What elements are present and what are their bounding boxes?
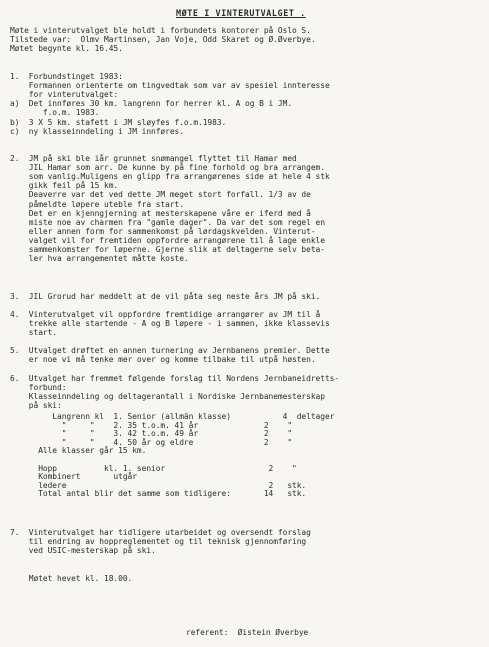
section-1-line: f.o.m. 1983. bbox=[10, 108, 100, 118]
section-2-line: 2. JM på ski ble iår grunnet snømangel flyttet til Hamar med bbox=[10, 154, 297, 163]
document-title: MØTE I VINTERUTVALGET . bbox=[176, 8, 306, 18]
section-1-line: for vinterutvalget: bbox=[10, 90, 119, 100]
class-table-row: Kombinert utgår bbox=[10, 472, 137, 482]
signature-line: referent: Øistein Øverbye bbox=[186, 628, 309, 637]
class-table-row: Total antal blir det samme som tidligere: 14 stk. bbox=[10, 489, 307, 499]
section-7-line: 7. Vinterutvalget har tidligere utarbeidet og oversendt forslag bbox=[10, 528, 311, 537]
class-table-row: " " 2. 35 t.o.m. 41 år 2 " bbox=[10, 420, 293, 430]
class-table-row: " " 3. 42 t.o.m. 49 år 2 " bbox=[10, 429, 293, 439]
section-1-line: b) 3 X 5 km. stafett i JM sløyfes f.o.m.1983. bbox=[10, 117, 227, 127]
section-7-line: til endring av hoppreglementet og til teknisk gjennomføring bbox=[10, 537, 307, 547]
section-6-line: på ski: bbox=[10, 401, 62, 411]
section-6-line: forbund: bbox=[10, 383, 67, 393]
section-1-line: Formannen orienterte om tingvedtak som var av spesiel innteresse bbox=[10, 81, 330, 91]
section-4-line: trekke alle startende - A og B løpere - i sammen, ikke klassevis bbox=[10, 319, 330, 329]
section-1-line: c) ny klasseinndeling i JM innføres. bbox=[10, 126, 184, 136]
section-4-line: 4. Vinterutvalget vil oppfordre fremtidige arrangører av JM til å bbox=[10, 310, 321, 319]
intro-line: Møtet begynte kl. 16.45. bbox=[10, 44, 123, 54]
section-2-line: Det er en kjenngjerning at mesterskapene våre er iferd med å bbox=[10, 208, 311, 218]
section-1-line: a) Det innføres 30 km. langrenn for herrer kl. A og B i JM. bbox=[10, 99, 293, 109]
closing-line: Møtet hevet kl. 18.00. bbox=[10, 574, 133, 583]
class-table-row: Alle klasser går 15 km. bbox=[10, 446, 147, 456]
section-6-line: 6. Utvalget har fremmet følgende forslag til Nordens Jernbaneidretts- bbox=[10, 374, 340, 383]
section-5-line: 5. Utvalget drøftet en annen turnering av Jernbanens premier. Dette bbox=[10, 346, 330, 355]
section-2-line: som vanlig.Muligens en glipp fra arrangørenes side at hele 4 stk bbox=[10, 172, 330, 182]
section-2-line: valget vil for fremtiden oppfordre arrangørene til å lage enkle bbox=[10, 235, 325, 245]
section-6-line: Klasseinndeling og deltagerantall i Nordiske Jernbanemesterskap bbox=[10, 392, 325, 402]
section-1-line: 1. Forbundstinget 1983: bbox=[10, 72, 123, 81]
section-4-line: start. bbox=[10, 328, 58, 338]
class-table-row: ledere 2 stk. bbox=[10, 480, 307, 490]
section-7-line: ved USIC-mesterskap på ski. bbox=[10, 546, 156, 556]
class-table-row: Langrenn kl 1. Senior (allmän klasse) 4 deltager bbox=[10, 412, 335, 421]
class-table-row: Hopp kl. 1. senior 2 " bbox=[10, 463, 297, 473]
section-2-line: Deaverre var det ved dette JM meget stort forfall. 1/3 av de bbox=[10, 190, 311, 200]
section-2-line: ler hva arrangementet måtte koste. bbox=[10, 254, 189, 264]
section-2-line: påmeldte løpere uteble fra start. bbox=[10, 199, 184, 209]
section-3-line: 3. JIL Grorud har meddelt at de vil påta seg neste års JM på ski. bbox=[10, 292, 321, 301]
section-2-line: sammenkomster for løperne. Gjerne slik at deltagerne selv beta- bbox=[10, 245, 325, 254]
class-table-row: " " 4. 50 år og eldre 2 " bbox=[10, 437, 293, 447]
intro-line: Møte i vinterutvalget ble holdt i forbundets kontorer på Oslo S. bbox=[10, 26, 311, 35]
intro-line: Tilstede var: Olmv Martinsen, Jan Voje, Odd Skaret og Ø.Øverbye. bbox=[10, 35, 316, 45]
section-2-line: eller annen form for sammenkomst på lørdagskvelden. Vinterut- bbox=[10, 226, 316, 236]
section-2-line: miste noe av charmen fra "gamle dager". Da var det som regel en bbox=[10, 217, 325, 227]
section-2-line: gikk feil på 15 km. bbox=[10, 181, 119, 191]
section-2-line: JIL Hamar som arr. De kunne by på fine forhold og bra arrangem. bbox=[10, 163, 325, 173]
section-5-line: er noe vi må tenke mer over og komme tilbake til utpå høsten. bbox=[10, 355, 316, 365]
